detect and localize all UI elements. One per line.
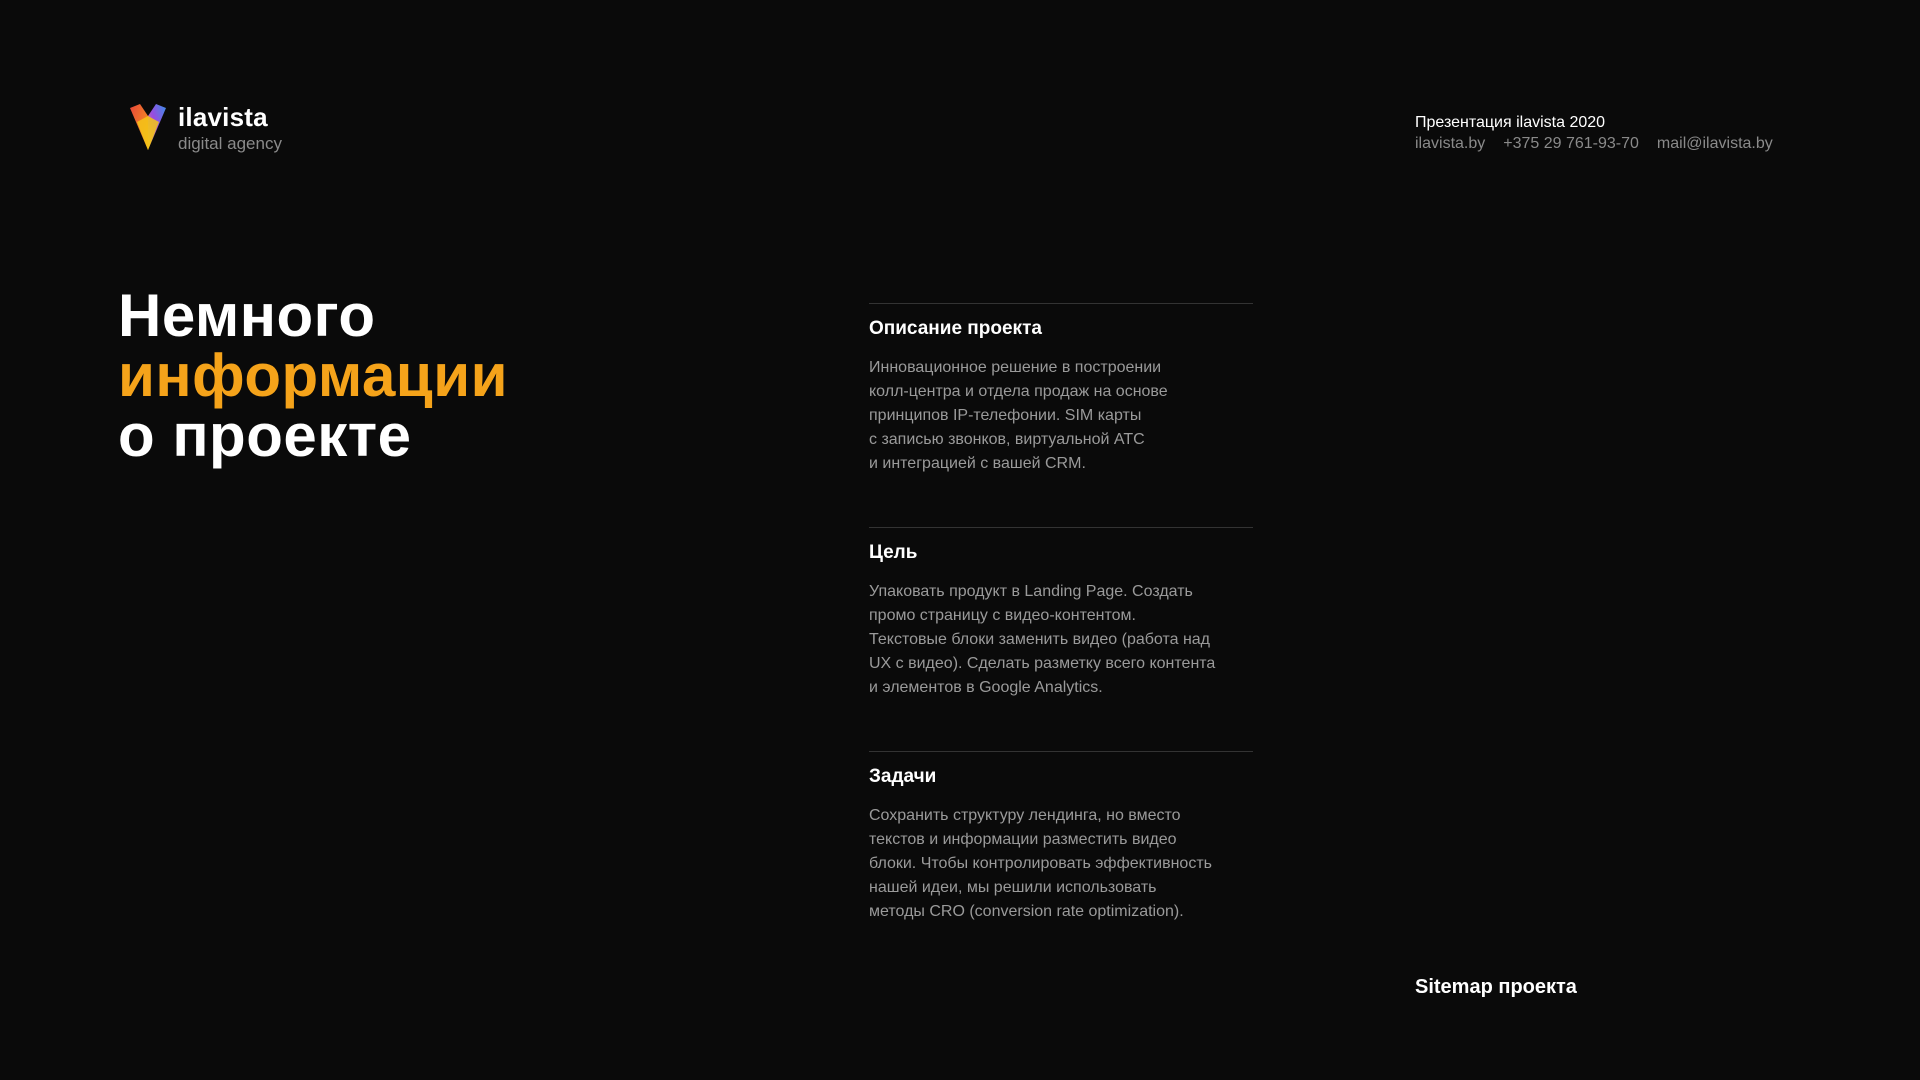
section-title: Цель [869,542,918,563]
section-body: Инновационное решение в построении колл-центра и отдела продаж на основе принципов IP-телефонии. SIM карты с записью звонков, виртуальной АТС и интеграцией с вашей CRM. [869,359,1168,472]
page-title-line-2-accent: информации [118,342,508,409]
section-goal [869,527,1253,751]
page-title-line-3: о проекте [118,402,412,469]
page-title-line-1: Немного [118,282,376,349]
section-title: Задачи [869,766,937,787]
heart-v-logo-icon [128,104,168,152]
section-body: Сохранить структуру лендинга, но вместо текстов и информации разместить видео блоки. Чтобы контролировать эффективность нашей идеи, мы решили использовать методы CRO (conversion rate optimization). [869,807,1212,920]
website-link[interactable]: ilavista.by [1415,135,1486,152]
brand-tagline: digital agency [178,134,282,153]
presentation-header [1415,112,1791,154]
brand-name: ilavista [178,102,268,132]
contacts [1415,133,1791,154]
section-description [869,303,1253,527]
sitemap-link[interactable]: Sitemap проекта [1415,976,1577,998]
project-info-sections [869,303,1253,975]
page-title [118,282,508,469]
section-title: Описание проекта [869,318,1042,339]
brand-logo[interactable] [128,102,282,154]
phone-link[interactable]: +375 29 761-93-70 [1503,135,1639,152]
section-tasks [869,751,1253,975]
presentation-title: Презентация ilavista 2020 [1415,114,1606,131]
section-body: Упаковать продукт в Landing Page. Создать промо страницу с видео-контентом. Текстовые блоки заменить видео (работа над UX с видео). Сделать разметку всего контента и элементов в Google Analytics. [869,583,1216,696]
email-link[interactable]: mail@ilavista.by [1656,135,1773,152]
